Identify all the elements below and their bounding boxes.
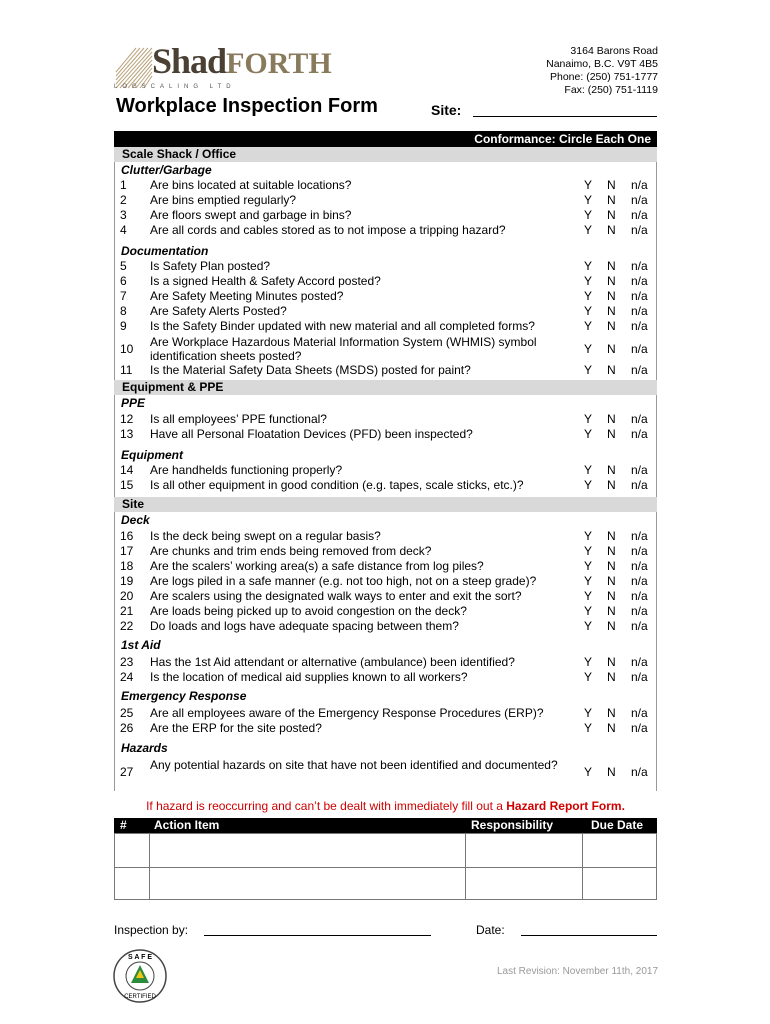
inspection-by-label: Inspection by: bbox=[114, 923, 189, 937]
question-number: 14 bbox=[120, 463, 134, 477]
action-table-header bbox=[114, 818, 657, 833]
answer-no[interactable]: N bbox=[607, 655, 616, 669]
subsection-first-aid: 1st Aid bbox=[121, 638, 161, 652]
answer-no[interactable]: N bbox=[607, 559, 616, 573]
date-label: Date: bbox=[476, 923, 505, 937]
page-title: Workplace Inspection Form bbox=[116, 95, 378, 117]
question-text: Is all employees’ PPE functional? bbox=[150, 412, 327, 426]
answer-no[interactable]: N bbox=[607, 223, 616, 237]
section-header-equipment-ppe: Equipment & PPE bbox=[114, 380, 657, 395]
answer-yes[interactable]: Y bbox=[584, 604, 593, 618]
question-number: 26 bbox=[120, 721, 134, 735]
answer-yes[interactable]: Y bbox=[584, 427, 593, 441]
subsection-emergency-response: Emergency Response bbox=[121, 689, 247, 703]
question-number: 9 bbox=[120, 319, 127, 333]
answer-yes[interactable]: Y bbox=[584, 259, 593, 273]
answer-no[interactable]: N bbox=[607, 478, 616, 492]
subsection-deck: Deck bbox=[121, 513, 150, 527]
action-table bbox=[114, 833, 657, 900]
answer-yes[interactable]: Y bbox=[584, 721, 593, 735]
answer-yes[interactable]: Y bbox=[584, 304, 593, 318]
answer-na[interactable]: n/a bbox=[631, 289, 648, 303]
answer-yes[interactable]: Y bbox=[584, 319, 593, 333]
answer-na[interactable]: n/a bbox=[631, 223, 648, 237]
safe-certified-seal-icon bbox=[112, 948, 168, 1004]
question-number: 12 bbox=[120, 412, 134, 426]
question-number: 2 bbox=[120, 193, 127, 207]
subsection-equipment: Equipment bbox=[121, 448, 183, 462]
answer-yes[interactable]: Y bbox=[584, 619, 593, 633]
col-responsibility: Responsibility bbox=[471, 818, 554, 832]
answer-yes[interactable]: Y bbox=[584, 208, 593, 222]
question-text: Are bins located at suitable locations? bbox=[150, 178, 352, 192]
question-number: 18 bbox=[120, 559, 134, 573]
answer-na[interactable]: n/a bbox=[631, 427, 648, 441]
question-number: 21 bbox=[120, 604, 134, 618]
answer-no[interactable]: N bbox=[607, 289, 616, 303]
answer-na[interactable]: n/a bbox=[631, 208, 648, 222]
answer-no[interactable]: N bbox=[607, 529, 616, 543]
question-text: Are logs piled in a safe manner (e.g. not too high, not on a steep grade)? bbox=[150, 574, 537, 588]
answer-no[interactable]: N bbox=[607, 604, 616, 618]
answer-yes[interactable]: Y bbox=[584, 412, 593, 426]
hazard-warning: If hazard is reoccurring and can’t be dealt with immediately fill out a Hazard Report Form. bbox=[146, 799, 625, 813]
answer-yes[interactable]: Y bbox=[584, 342, 593, 356]
answer-yes[interactable]: Y bbox=[584, 193, 593, 207]
question-number: 15 bbox=[120, 478, 134, 492]
question-number: 7 bbox=[120, 289, 127, 303]
answer-no[interactable]: N bbox=[607, 412, 616, 426]
question-number: 22 bbox=[120, 619, 134, 633]
answer-na[interactable]: n/a bbox=[631, 619, 648, 633]
answer-no[interactable]: N bbox=[607, 319, 616, 333]
answer-na[interactable]: n/a bbox=[631, 319, 648, 333]
svg-text:S A F E: S A F E bbox=[128, 954, 152, 961]
question-text: Is a signed Health & Safety Accord posted? bbox=[150, 274, 381, 288]
question-number: 24 bbox=[120, 670, 134, 684]
action-item-cell[interactable] bbox=[150, 869, 464, 899]
question-text: Are all employees aware of the Emergency Response Procedures (ERP)? bbox=[150, 706, 544, 720]
question-text: Any potential hazards on site that have not been identified and documented? bbox=[150, 758, 558, 772]
question-text: Are floors swept and garbage in bins? bbox=[150, 208, 352, 222]
question-number: 19 bbox=[120, 574, 134, 588]
site-field[interactable] bbox=[473, 116, 657, 117]
question-text: Are Safety Alerts Posted? bbox=[150, 304, 287, 318]
answer-yes[interactable]: Y bbox=[584, 363, 593, 377]
question-number: 11 bbox=[120, 363, 133, 377]
answer-yes[interactable]: Y bbox=[584, 478, 593, 492]
question-number: 25 bbox=[120, 706, 134, 720]
question-text: Are bins emptied regularly? bbox=[150, 193, 297, 207]
question-number: 6 bbox=[120, 274, 127, 288]
answer-no[interactable]: N bbox=[607, 463, 616, 477]
question-number: 10 bbox=[120, 342, 134, 356]
answer-na[interactable]: n/a bbox=[631, 304, 648, 318]
answer-na[interactable]: n/a bbox=[631, 706, 648, 720]
answer-na[interactable]: n/a bbox=[631, 478, 648, 492]
answer-no[interactable]: N bbox=[607, 619, 616, 633]
answer-na[interactable]: n/a bbox=[631, 363, 648, 377]
question-number: 27 bbox=[120, 765, 134, 779]
question-text: Is all other equipment in good condition (e.g. tapes, scale sticks, etc.)? bbox=[150, 478, 524, 492]
answer-no[interactable]: N bbox=[607, 589, 616, 603]
question-text: Are loads being picked up to avoid congestion on the deck? bbox=[150, 604, 467, 618]
question-text: Are handhelds functioning properly? bbox=[150, 463, 343, 477]
last-revision: Last Revision: November 11th, 2017 bbox=[496, 966, 658, 977]
answer-na[interactable]: n/a bbox=[631, 574, 648, 588]
answer-yes[interactable]: Y bbox=[584, 289, 593, 303]
question-text: Is the location of medical aid supplies known to all workers? bbox=[150, 670, 468, 684]
answer-no[interactable]: N bbox=[607, 765, 616, 779]
answer-no[interactable]: N bbox=[607, 208, 616, 222]
answer-no[interactable]: N bbox=[607, 259, 616, 273]
question-text: Are chunks and trim ends being removed from deck? bbox=[150, 544, 432, 558]
answer-na[interactable]: n/a bbox=[631, 765, 648, 779]
section-header-site: Site bbox=[114, 497, 657, 512]
question-number: 23 bbox=[120, 655, 134, 669]
question-text: Are all cords and cables stored as to not impose a tripping hazard? bbox=[150, 223, 506, 237]
company-tagline: LOGSCALING LTD bbox=[114, 84, 236, 90]
subsection-hazards: Hazards bbox=[121, 741, 168, 755]
question-number: 16 bbox=[120, 529, 134, 543]
question-number: 4 bbox=[120, 223, 127, 237]
date-field[interactable] bbox=[521, 935, 657, 936]
answer-yes[interactable]: Y bbox=[584, 670, 593, 684]
answer-no[interactable]: N bbox=[607, 342, 616, 356]
conformance-header: Conformance: Circle Each One bbox=[114, 131, 657, 147]
company-logo: ShadFORTH bbox=[152, 41, 332, 81]
question-text: Do loads and logs have adequate spacing between them? bbox=[150, 619, 459, 633]
question-number: 1 bbox=[120, 178, 127, 192]
col-number: # bbox=[120, 818, 127, 832]
answer-yes[interactable]: Y bbox=[584, 589, 593, 603]
answer-na[interactable]: n/a bbox=[631, 274, 648, 288]
action-item-cell[interactable] bbox=[150, 835, 464, 866]
section-header-scale-shack: Scale Shack / Office bbox=[114, 147, 657, 162]
answer-no[interactable]: N bbox=[607, 427, 616, 441]
answer-yes[interactable]: Y bbox=[584, 655, 593, 669]
answer-yes[interactable]: Y bbox=[584, 544, 593, 558]
answer-yes[interactable]: Y bbox=[584, 559, 593, 573]
question-text: Has the 1st Aid attendant or alternative (ambulance) been identified? bbox=[150, 655, 515, 669]
answer-yes[interactable]: Y bbox=[584, 223, 593, 237]
answer-na[interactable]: n/a bbox=[631, 670, 648, 684]
col-due-date: Due Date bbox=[591, 818, 644, 832]
answer-no[interactable]: N bbox=[607, 706, 616, 720]
answer-no[interactable]: N bbox=[607, 721, 616, 735]
question-text: Are scalers using the designated walk ways to enter and exit the sort? bbox=[150, 589, 522, 603]
answer-na[interactable]: n/a bbox=[631, 259, 648, 273]
answer-na[interactable]: n/a bbox=[631, 342, 648, 356]
question-number: 20 bbox=[120, 589, 134, 603]
question-text: Is the Material Safety Data Sheets (MSDS) posted for paint? bbox=[150, 363, 471, 377]
question-text: Are Workplace Hazardous Material Information System (WHMIS) symbol identification sheets posted? bbox=[150, 335, 537, 363]
subsection-documentation: Documentation bbox=[121, 244, 209, 258]
answer-na[interactable]: n/a bbox=[631, 559, 648, 573]
answer-na[interactable]: n/a bbox=[631, 589, 648, 603]
answer-no[interactable]: N bbox=[607, 544, 616, 558]
answer-na[interactable]: n/a bbox=[631, 412, 648, 426]
answer-no[interactable]: N bbox=[607, 193, 616, 207]
answer-no[interactable]: N bbox=[607, 363, 616, 377]
answer-na[interactable]: n/a bbox=[631, 193, 648, 207]
question-number: 8 bbox=[120, 304, 127, 318]
answer-na[interactable]: n/a bbox=[631, 721, 648, 735]
svg-text:CERTIFIED: CERTIFIED bbox=[124, 994, 156, 1000]
answer-no[interactable]: N bbox=[607, 274, 616, 288]
subsection-ppe: PPE bbox=[121, 396, 146, 410]
answer-yes[interactable]: Y bbox=[584, 706, 593, 720]
question-text: Have all Personal Floatation Devices (PFD) been inspected? bbox=[150, 427, 473, 441]
answer-no[interactable]: N bbox=[607, 670, 616, 684]
answer-na[interactable]: n/a bbox=[631, 604, 648, 618]
col-action-item: Action Item bbox=[154, 818, 220, 832]
question-number: 17 bbox=[120, 544, 134, 558]
question-text: Are Safety Meeting Minutes posted? bbox=[150, 289, 344, 303]
answer-yes[interactable]: Y bbox=[584, 178, 593, 192]
answer-yes[interactable]: Y bbox=[584, 463, 593, 477]
answer-na[interactable]: n/a bbox=[631, 178, 648, 192]
answer-no[interactable]: N bbox=[607, 574, 616, 588]
question-number: 3 bbox=[120, 208, 127, 222]
question-text: Is the deck being swept on a regular basis? bbox=[150, 529, 381, 543]
answer-na[interactable]: n/a bbox=[631, 544, 648, 558]
answer-no[interactable]: N bbox=[607, 304, 616, 318]
question-number: 5 bbox=[120, 259, 127, 273]
answer-yes[interactable]: Y bbox=[584, 529, 593, 543]
answer-na[interactable]: n/a bbox=[631, 529, 648, 543]
question-text: Is Safety Plan posted? bbox=[150, 259, 271, 273]
subsection-clutter: Clutter/Garbage bbox=[121, 163, 212, 177]
inspection-by-field[interactable] bbox=[204, 935, 431, 936]
question-text: Is the Safety Binder updated with new material and all completed forms? bbox=[150, 319, 535, 333]
answer-no[interactable]: N bbox=[607, 178, 616, 192]
question-text: Are the scalers’ working area(s) a safe distance from log piles? bbox=[150, 559, 484, 573]
answer-na[interactable]: n/a bbox=[631, 463, 648, 477]
answer-na[interactable]: n/a bbox=[631, 655, 648, 669]
company-address: 3164 Barons Road Nanaimo, B.C. V9T 4B5 Phone: (250) 751-1777 Fax: (250) 751-1119 bbox=[546, 45, 658, 96]
answer-yes[interactable]: Y bbox=[584, 274, 593, 288]
answer-yes[interactable]: Y bbox=[584, 765, 593, 779]
answer-yes[interactable]: Y bbox=[584, 574, 593, 588]
site-label: Site: bbox=[431, 102, 462, 118]
question-number: 13 bbox=[120, 427, 134, 441]
question-text: Are the ERP for the site posted? bbox=[150, 721, 322, 735]
